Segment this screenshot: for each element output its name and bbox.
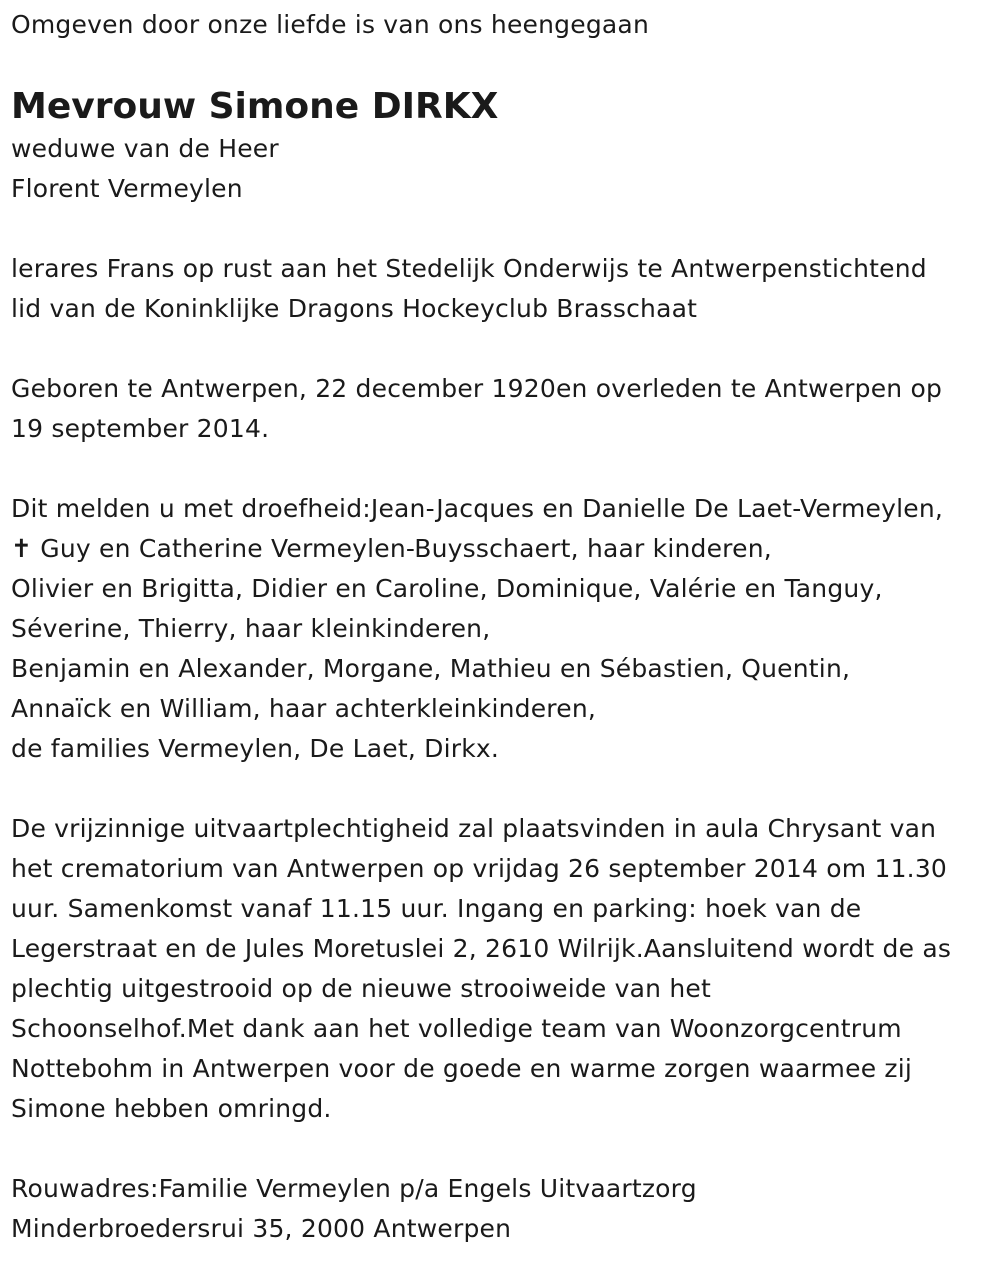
announcement-line: Séverine, Thierry, haar kleinkinderen, — [11, 614, 491, 643]
birth-death-line: 19 september 2014. — [11, 414, 270, 443]
spacer — [11, 329, 996, 369]
spacer — [11, 769, 996, 809]
address-line: Rouwadres:Familie Vermeylen p/a Engels Uitvaartzorg — [11, 1174, 697, 1203]
announcement-line: Annaïck en William, haar achterkleinkinderen, — [11, 694, 597, 723]
ceremony-line: Schoonselhof.Met dank aan het volledige team van Woonzorgcentrum — [11, 1014, 902, 1043]
announcement-line-text: Guy en Catherine Vermeylen-Buysschaert, haar kinderen, — [32, 534, 772, 563]
spacer — [11, 209, 996, 249]
ceremony-line: het crematorium van Antwerpen op vrijdag 26 september 2014 om 11.30 — [11, 854, 948, 883]
obituary-document — [11, 0, 996, 1249]
spacer — [11, 1129, 996, 1169]
ceremony-line: uur. Samenkomst vanaf 11.15 uur. Ingang en parking: hoek van de — [11, 894, 862, 923]
spouse-line: weduwe van de Heer — [11, 134, 279, 163]
ceremony-line: Nottebohm in Antwerpen voor de goede en warme zorgen waarmee zij — [11, 1054, 913, 1083]
address-line: Minderbroedersrui 35, 2000 Antwerpen — [11, 1214, 512, 1243]
spouse-line: Florent Vermeylen — [11, 174, 243, 203]
spacer — [11, 449, 996, 489]
intro-text: Omgeven door onze liefde is van ons heengegaan — [11, 10, 649, 39]
announcement-line: Benjamin en Alexander, Morgane, Mathieu en Sébastien, Quentin, — [11, 654, 851, 683]
ceremony-line: Simone hebben omringd. — [11, 1094, 332, 1123]
birth-death-line: Geboren te Antwerpen, 22 december 1920en overleden te Antwerpen op — [11, 374, 943, 403]
ceremony-line: De vrijzinnige uitvaartplechtigheid zal plaatsvinden in aula Chrysant van — [11, 814, 937, 843]
cross-icon: ✝ — [11, 534, 33, 563]
deceased-name: Mevrouw Simone DIRKX — [11, 86, 499, 127]
announcement-line: Dit melden u met droefheid:Jean-Jacques en Danielle De Laet-Vermeylen, — [11, 494, 944, 523]
announcement-line: Olivier en Brigitta, Didier en Caroline, Dominique, Valérie en Tanguy, — [11, 574, 883, 603]
ceremony-line: Legerstraat en de Jules Moretuslei 2, 2610 Wilrijk.Aansluitend wordt de as — [11, 934, 952, 963]
ceremony-line: plechtig uitgestrooid op de nieuwe strooiweide van het — [11, 974, 711, 1003]
announcement-line: de families Vermeylen, De Laet, Dirkx. — [11, 734, 500, 763]
occupation-line: lid van de Koninklijke Dragons Hockeyclub Brasschaat — [11, 294, 698, 323]
occupation-line: lerares Frans op rust aan het Stedelijk Onderwijs te Antwerpenstichtend — [11, 254, 927, 283]
announcement-line — [11, 529, 996, 569]
